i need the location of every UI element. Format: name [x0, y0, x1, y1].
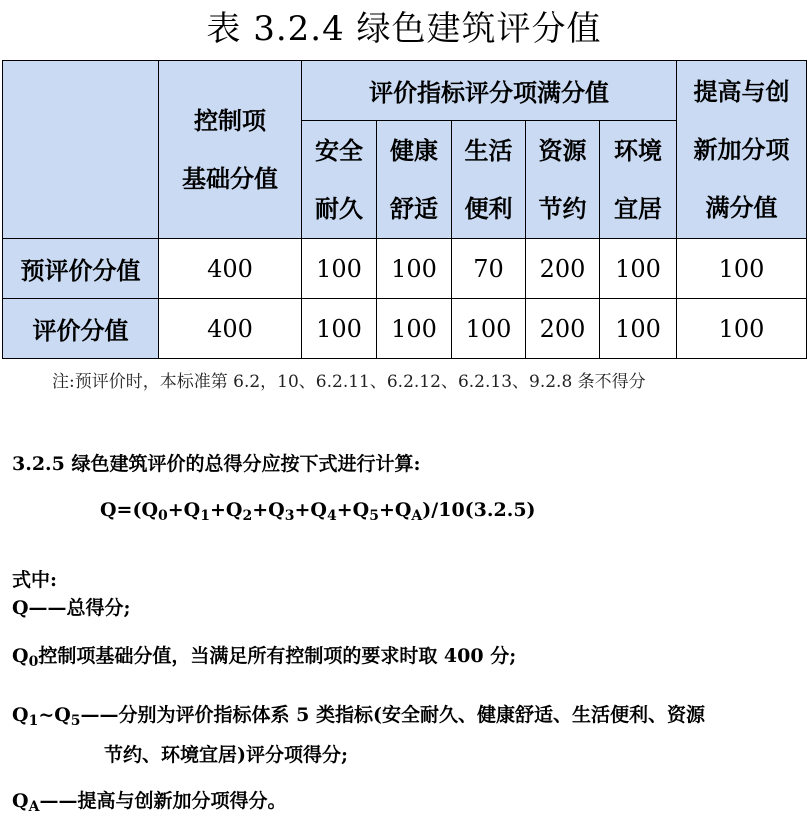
def-text: ——提高与创新加分项得分。	[39, 790, 287, 812]
def-qa	[12, 787, 286, 815]
table-note: 注:预评价时，本标准第 6.2，10、6.2.11、6.2.12、6.2.13、9.2.8 条不得分	[52, 372, 646, 392]
header-health: 健康 舒适	[377, 121, 452, 239]
table-cell: 100	[600, 239, 677, 299]
formula-sub: 2	[242, 508, 253, 524]
symbol: Q	[12, 790, 29, 812]
table-cell: 100	[677, 239, 807, 299]
header-control-base: 控制项 基础分值	[159, 61, 302, 239]
formula-sub: 0	[158, 508, 168, 524]
table-cell: 200	[526, 299, 600, 359]
def-text: ——分别为评价指标体系 5 类指标(安全耐久、健康舒适、生活便利、资源	[80, 704, 705, 726]
table-cell: 100	[302, 299, 377, 359]
formula-sub: 5	[369, 508, 379, 524]
row-label: 评价分值	[3, 299, 159, 359]
def-q0	[12, 642, 516, 670]
header-indicator-group: 评价指标评分项满分值	[302, 61, 677, 121]
row-label: 预评价分值	[3, 239, 159, 299]
def-text: 控制项基础分值，当满足所有控制项的要求时取 400 分;	[38, 645, 517, 667]
formula-text: +Q	[210, 499, 243, 521]
formula-text: Q=(Q	[100, 499, 159, 521]
symbol: ~Q	[38, 704, 71, 726]
table-row	[3, 299, 807, 359]
table-cell: 100	[377, 299, 452, 359]
symbol: Q	[12, 704, 29, 726]
table-cell: 100	[452, 299, 526, 359]
table-cell: 200	[526, 239, 600, 299]
table-cell: 100	[677, 299, 807, 359]
table-row	[3, 239, 807, 299]
where-label: 式中:	[12, 569, 58, 591]
corner-cell	[3, 61, 159, 239]
formula-text: +Q	[336, 499, 370, 521]
def-q: Q——总得分;	[12, 597, 131, 619]
table-title: 表 3.2.4 绿色建筑评分值	[206, 9, 602, 49]
symbol-sub: A	[28, 799, 40, 815]
header-bonus: 提高与创 新加分项 满分值	[677, 61, 807, 239]
header-safety: 安全 耐久	[302, 121, 377, 239]
formula-sub: 1	[200, 508, 210, 524]
table-cell: 100	[600, 299, 677, 359]
formula-text: +Q	[378, 499, 412, 521]
formula-sub: 4	[326, 508, 337, 524]
clause-3-2-5: 3.2.5 绿色建筑评价的总得分应按下式进行计算:	[12, 453, 421, 475]
symbol-sub: 1	[28, 713, 39, 729]
formula-text: )/10(3.2.5)	[422, 499, 536, 521]
formula-sub: 3	[284, 508, 295, 524]
formula-text: +Q	[167, 499, 201, 521]
symbol-sub: 0	[28, 654, 39, 670]
def-q1-q5-cont: 节约、环境宜居)评分项得分;	[104, 744, 349, 766]
formula	[100, 496, 536, 524]
table-cell: 100	[302, 239, 377, 299]
symbol: Q	[12, 645, 29, 667]
table-cell: 100	[377, 239, 452, 299]
formula-sub: A	[411, 508, 423, 524]
symbol-sub: 5	[70, 713, 81, 729]
header-environment: 环境 宜居	[600, 121, 677, 239]
formula-text: +Q	[252, 499, 285, 521]
table-cell: 400	[159, 299, 302, 359]
header-resources: 资源 节约	[526, 121, 600, 239]
table-cell: 70	[452, 239, 526, 299]
score-table	[2, 60, 807, 359]
header-convenience: 生活 便利	[452, 121, 526, 239]
formula-text: +Q	[294, 499, 327, 521]
def-q1-q5	[12, 701, 705, 729]
table-cell: 400	[159, 239, 302, 299]
